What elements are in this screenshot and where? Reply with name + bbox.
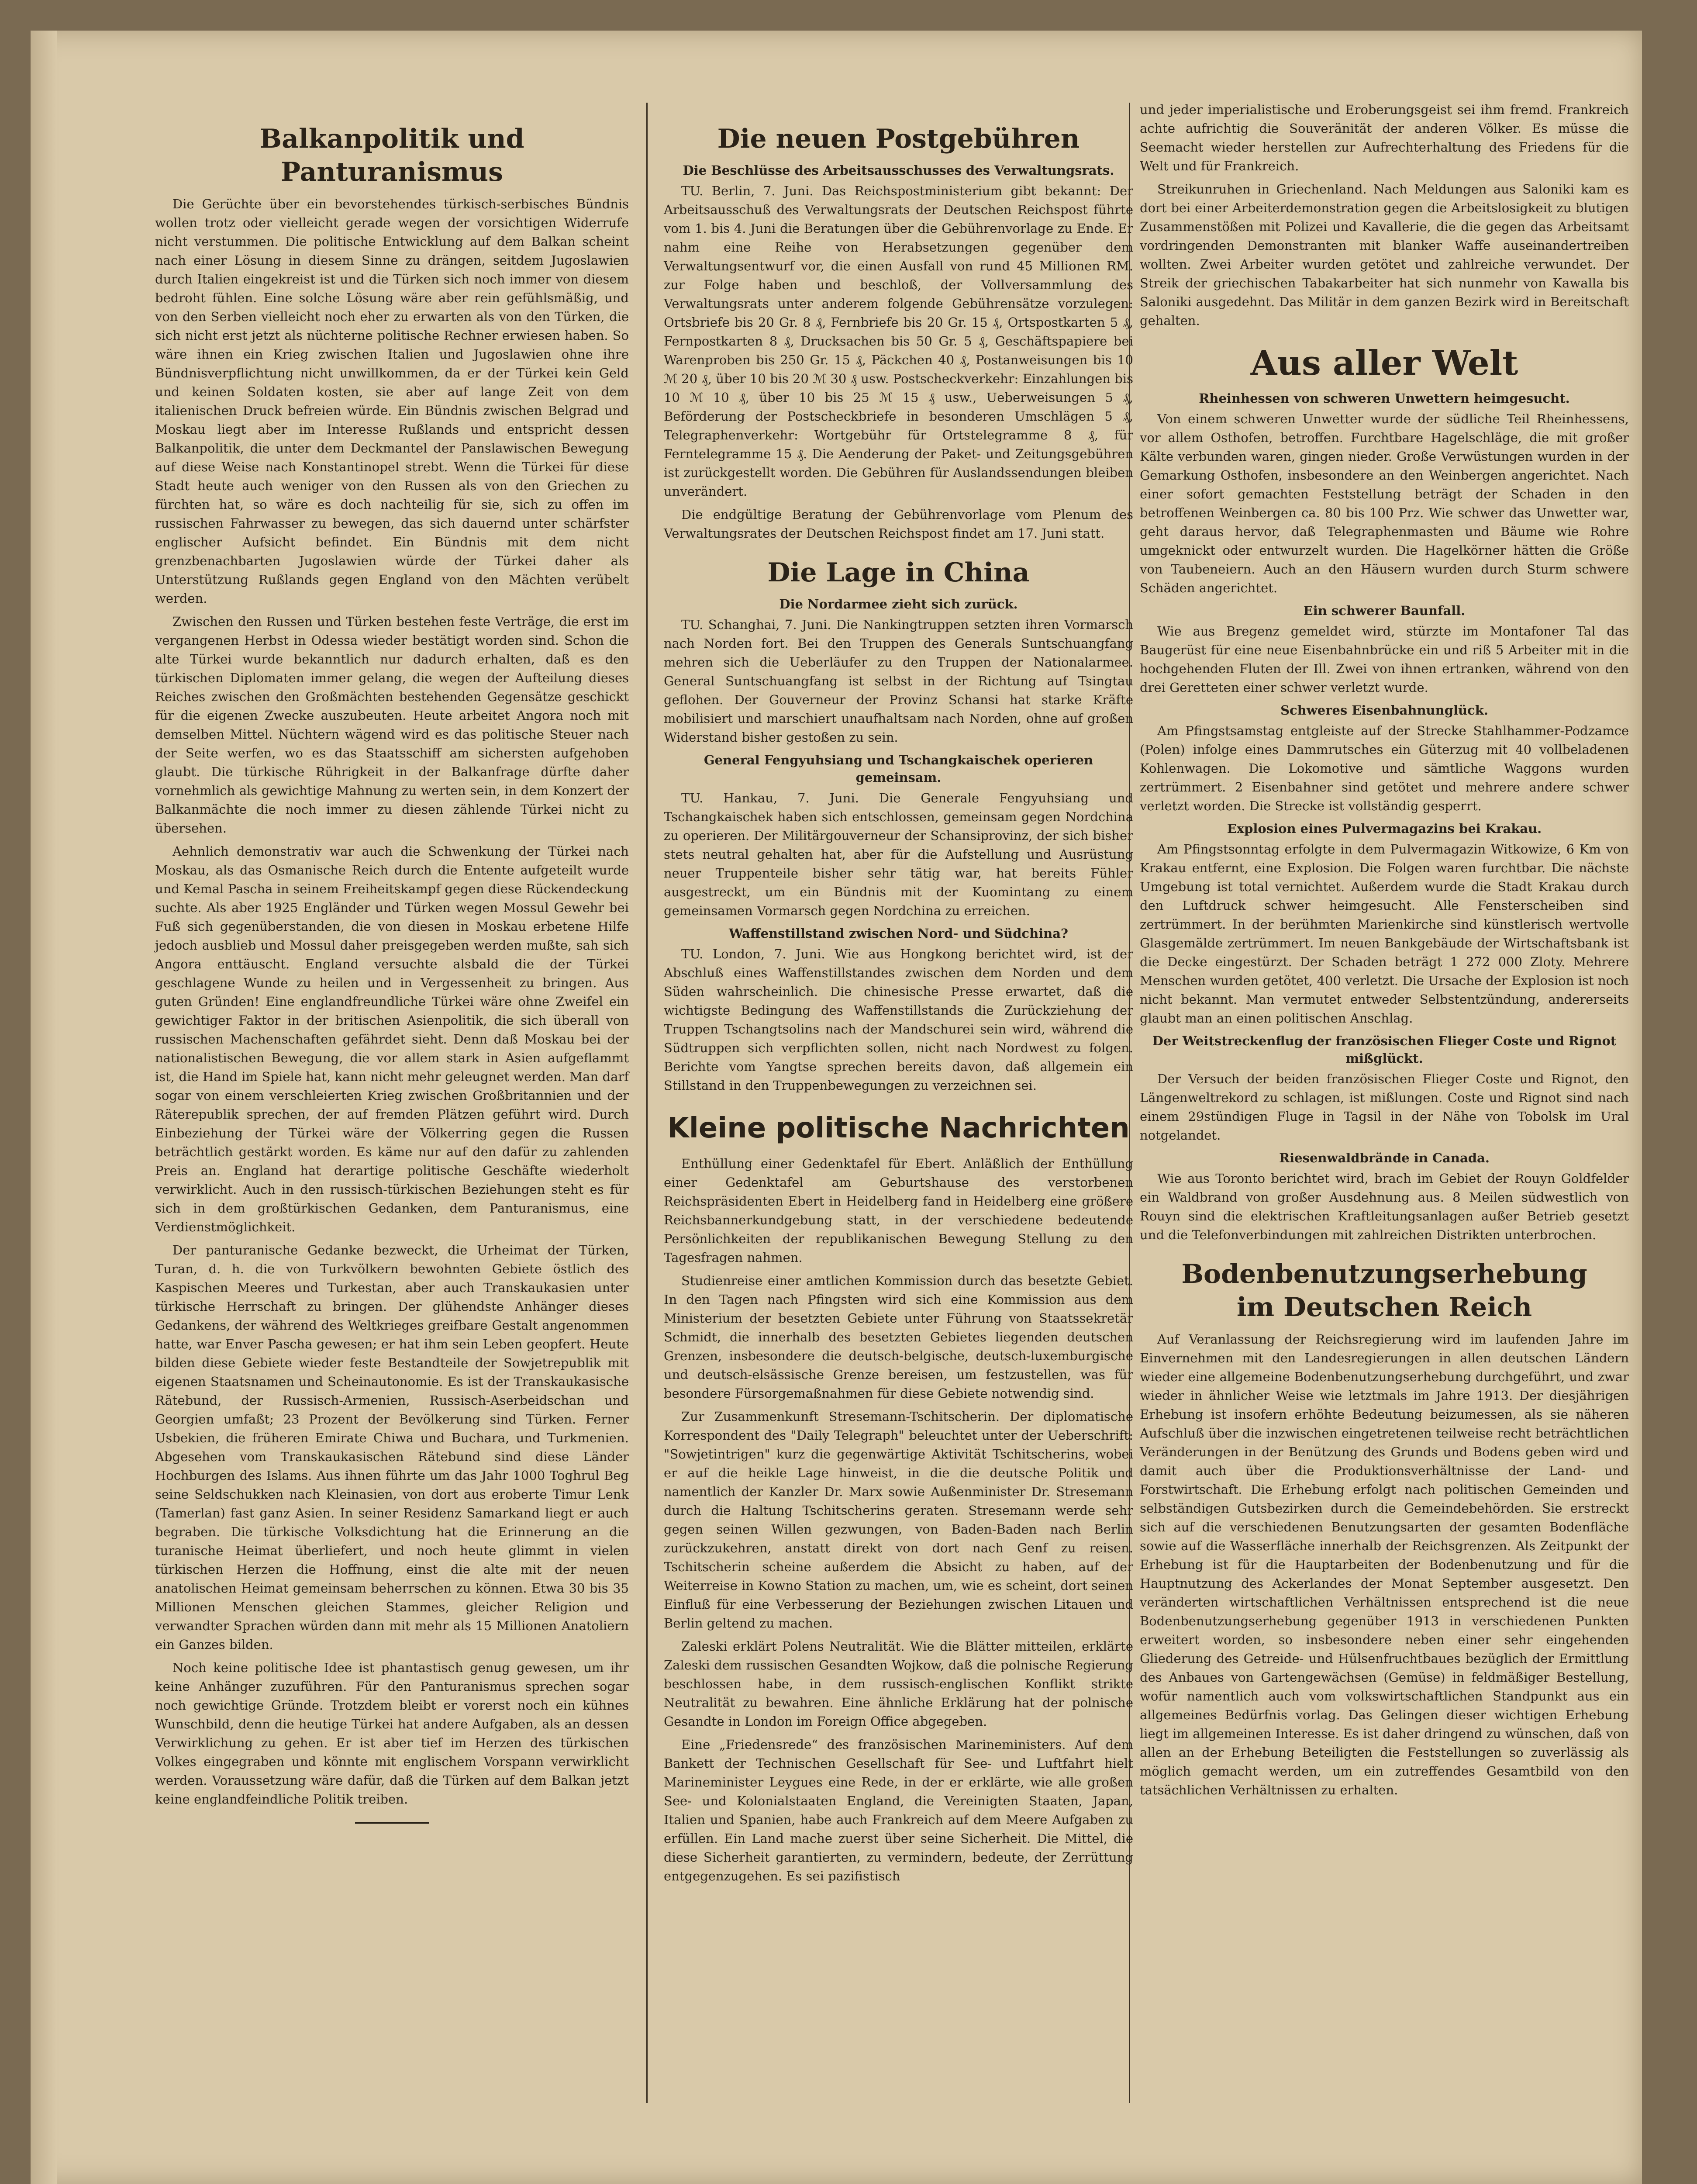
article-subtitle: Explosion eines Pulvermagazins bei Krakau. <box>1227 821 1542 836</box>
article-title-balkanpolitik: Balkanpolitik und Panturanismus <box>259 124 524 187</box>
column-left <box>155 105 629 1837</box>
page-gutter <box>31 31 57 2184</box>
article-paragraph: Aehnlich demonstrativ war auch die Schwenkung der Türkei nach Moskau, als das Osmanische Reich durch die Entente aufgeteilt wurde und Kemal Pascha in seinem Freiheitskampf gegen diese Rückendeckung suchte. Als aber 1925 Engländer und Türken wegen Mossul Gewehr bei Fuß sich gegenüberstanden, die von diesen in Moskau erbetene Hilfe jedoch ausblieb und Mossul daher preisgegeben werden mußte, sah sich Angora enttäuscht. England versuchte alsbald die der Türkei geschlagene Wunde zu heilen und in Vergessenheit zu bringen. Aus guten Gründen! Eine englandfreundliche Türkei wäre ohne Zweifel ein gewichtiger Faktor in der britischen Asienpolitik, die sich überall von russischen Machenschaften gefährdet sieht. Denn daß Moskau bei der nationalistischen Bewegung, die vor allem stark in Asien aufgeflammt ist, die Hand im Spiele hat, kann nicht mehr geleugnet werden. Man darf sogar von einem verschleierten Krieg zwischen Großbritannien und der Räterepublik sprechen, der auf fremden Plätzen geführt wird. Durch Einbeziehung der Türkei wäre der Völkerring gegen die Russen beträchtlich gestärkt worden. Es käme nur auf den dafür zu zahlenden Preis an. England hat derartige politische Geschäfte wiederholt verwirklicht. Auch in den russisch-türkischen Beziehungen steht es für sich in dem großtürkischen Gedanken, dem Panturanismus, eine Verdienstmöglichkeit. <box>155 844 629 1234</box>
article-title-aus-aller-welt: Aus aller Welt <box>1250 343 1518 383</box>
article-paragraph: TU. London, 7. Juni. Wie aus Hongkong berichtet wird, ist der Abschluß eines Waffenstillstandes zwischen dem Norden und dem Süden wahrscheinlich. Die chinesische Presse erwartet, daß die wichtigste Bedingung des Waffenstillstands die Zurückziehung der Truppen Tschangtsolins nach der Mandschurei sein wird, während die Südtruppen sich verpflichten sollen, nicht nach Nordwest zu folgen. Berichte vom Yangtse sprechen bereits davon, daß allgemein ein Stillstand in den Truppenbewegungen zu verzeichnen sei. <box>664 947 1133 1093</box>
article-paragraph: Wie aus Bregenz gemeldet wird, stürzte im Montafoner Tal das Baugerüst für eine neue Eisenbahnbrücke ein und riß 5 Arbeiter mit in die hochgehenden Fluten der Ill. Zwei von ihnen ertranken, während von den drei Geretteten einer schwer verletzt wurde. <box>1140 624 1629 695</box>
article-title-china: Die Lage in China <box>767 557 1030 588</box>
article-paragraph: Am Pfingstsonntag erfolgte in dem Pulvermagazin Witkowize, 6 Km von Krakau entfernt, eine Explosion. Die Folgen waren furchtbar. Die nächste Umgebung ist total vernichtet. Außerdem wurde die Stadt Krakau durch den Luftdruck schwer heimgesucht. Alle Fensterscheiben sind zertrümmert. In der berühmten Marienkirche sind künstlerisch wertvolle Glasgemälde zertrümmert. Im neuen Bankgebäude der Wirtschaftsbank ist die Decke eingestürzt. Der Schaden beträgt 1 272 000 Zloty. Mehrere Menschen wurden getötet, 400 verletzt. Die Ursache der Explosion ist noch nicht bekannt. Man vermutet entweder Selbstentzündung, andererseits glaubt man an einen politischen Anschlag. <box>1140 842 1629 1026</box>
article-end-rule <box>355 1822 429 1824</box>
article-paragraph: TU. Berlin, 7. Juni. Das Reichspostministerium gibt bekannt: Der Arbeitsausschuß des Verwaltungsrats der Deutschen Reichspost führte vom 1. bis 4. Juni die Beratungen über die Gebührenvorlage zu Ende. Er nahm eine Reihe von Herabsetzungen gegenüber dem Verwaltungsentwurf vor, die einen Ausfall von rund 45 Millionen RM. zur Folge haben und beschloß, der Vollversammlung des Verwaltungsrats unter anderem folgende Gebührensätze vorzulegen: Ortsbriefe bis 20 Gr. 8 ₰, Fernbriefe bis 20 Gr. 15 ₰, Ortspostkarten 5 ₰, Fernpostkarten 8 ₰, Drucksachen bis 50 Gr. 5 ₰, Geschäftspapiere bei Warenproben bis 250 Gr. 15 ₰, Päckchen 40 ₰, Postanweisungen bis 10 ℳ 20 ₰, über 10 bis 20 ℳ 30 ₰ usw. Postscheckverkehr: Einzahlungen bis 10 ℳ 10 ₰, über 10 bis 25 ℳ 15 ₰ usw., Ueberweisungen 5 ₰, Beförderung der Postscheckbriefe in besonderen Umschlägen 5 ₰, Telegraphenverkehr: Wortgebühr für Ortstelegramme 8 ₰, für Ferntelegramme 15 ₰. Die Aenderung der Paket- und Zeitungsgebühren ist zurückgestellt worden. Die Gebühren für Auslandssendungen bleiben unverändert. <box>664 183 1133 499</box>
article-paragraph: Wie aus Toronto berichtet wird, brach im Gebiet der Rouyn Goldfelder ein Waldbrand von großer Ausdehnung aus. 8 Meilen südwestlich von Rouyn sind die elektrischen Kraftleitungsanlagen außer Betrieb gesetzt und die Telefonverbindungen mit zahlreichen Distrikten unterbrochen. <box>1140 1171 1629 1242</box>
article-paragraph: Zaleski erklärt Polens Neutralität. Wie die Blätter mitteilen, erklärte Zaleski dem russischen Gesandten Wojkow, daß die polnische Regierung beschlossen habe, in dem russisch-englischen Konflikt strikte Neutralität zu bewahren. Eine ähnliche Erklärung hat der polnische Gesandte in London im Foreign Office abgegeben. <box>664 1639 1133 1729</box>
article-subtitle: Ein schwerer Baunfall. <box>1303 603 1466 618</box>
article-paragraph: Auf Veranlassung der Reichsregierung wird im laufenden Jahre im Einvernehmen mit den Landesregierungen in allen deutschen Ländern wieder eine allgemeine Bodenbenutzungserhebung durchgeführt, und zwar wieder in ähnlicher Weise wie letztmals im Jahre 1913. Der diesjährigen Erhebung ist insofern erhöhte Bedeutung beizumessen, als sie näheren Aufschluß über die inzwischen eingetretenen teilweise recht beträchtlichen Veränderungen in der Benützung des Grunds und Bodens geben wird und damit auch über die Produktionsverhältnisse der Land- und Forstwirtschaft. Die Erhebung erfolgt nach politischen Gemeinden und selbständigen Gutsbezirken durch die Gemeindebehörden. Sie erstreckt sich auf die verschiedenen Benutzungsarten der gesamten Bodenfläche sowie auf die Wasserfläche innerhalb der Reichsgrenzen. Als Zeitpunkt der Erhebung ist für die Hauptarbeiten der Bodenbenutzung und für die Hauptnutzung des Ackerlandes der Monat September ausgesetzt. Den veränderten wirtschaftlichen Verhältnissen entsprechend ist die neue Bodenbenutzungserhebung gegenüber 1913 in verschiedenen Punkten erweitert worden, so insbesondere neben einer sehr eingehenden Gliederung des Getreide- und Hülsenfruchtbaues bezüglich der Ermittlung des Anbaues von Gartengewächsen (Gemüse) in feldmäßiger Bestellung, wofür namentlich auch vom volkswirtschaftlichen Standpunkt aus ein allgemeines Bedürfnis vorlag. Das Gelingen dieser wichtigen Erhebung liegt im allgemeinen Interesse. Es ist daher dringend zu wünschen, daß von allen an der Erhebung Beteiligten die Feststellungen so zuverlässig als möglich gemacht werden, um ein zutreffendes Gesamtbild von den tatsächlichen Verhältnissen zu erhalten. <box>1140 1332 1629 1797</box>
newspaper-page <box>31 31 1642 2184</box>
article-title-kleine-nachrichten: Kleine politische Nachrichten <box>667 1112 1130 1144</box>
article-paragraph: Die endgültige Beratung der Gebührenvorlage vom Plenum des Verwaltungsrates der Deutschen Reichspost findet am 17. Juni statt. <box>664 507 1133 541</box>
article-subtitle: Waffenstillstand zwischen Nord- und Südchina? <box>728 926 1069 941</box>
column-rule <box>646 103 648 2103</box>
article-paragraph: TU. Hankau, 7. Juni. Die Generale Fengyuhsiang und Tschangkaischek haben sich entschlossen, gemeinsam gegen Nordchina zu operieren. Der Militärgouverneur der Schansiprovinz, der sich bisher stets neutral gehalten hat, aber für die Aufstellung und Ausrüstung neuer Truppenteile bisher sehr tätig war, hat bereits Fühler ausgestreckt, um ein Bündnis mit der Kuomintang zu einem gemeinsamen Vormarsch gegen Nordchina zu erreichen. <box>664 791 1133 918</box>
article-paragraph: Die Gerüchte über ein bevorstehendes türkisch-serbisches Bündnis wollen trotz oder vielleicht gerade wegen der vorsichtigen Widerrufe nicht verstummen. Die politische Entwicklung auf dem Balkan scheint nach einer Lösung in diesem Sinne zu drängen, seitdem Jugoslawien durch Italien eingekreist ist und die Türken sich noch immer von diesem bedroht fühlen. Eine solche Lösung wäre aber rein gefühlsmäßig, und von den Serben vielleicht noch eher zu erwarten als von den Türken, die sich nicht erst jetzt als nüchterne politische Rechner erwiesen haben. So wäre ihnen ein Krieg zwischen Italien und Jugoslawien ohne ihre Bündnisverpflichtung nicht unwillkommen, da er der Türkei kein Geld und keinen Soldaten kosten, sie aber auf lange Zeit von dem italienischen Druck befreien würde. Ein Bündnis zwischen Belgrad und Moskau liegt aber im Interesse Rußlands und entspricht dessen Balkanpolitik, die unter dem Deckmantel der Panslawischen Bewegung auf diese Weise nach Konstantinopel strebt. Wenn die Türkei für diese Stadt heute auch weniger von den Russen als von den Griechen zu fürchten hat, so wäre es doch nachteilig für sie, sich zu offen im russischen Fahrwasser zu bewegen, das sich dauernd unter schärfster englischer Aufsicht befindet. Ein Bündnis mit dem nicht grenzbenachbarten Jugoslawien würde der Türkei daher als Unterstützung Rußlands gegen England von den Mächten verübelt werden. <box>155 197 629 606</box>
article-paragraph: und jeder imperialistische und Eroberungsgeist sei ihm fremd. Frankreich achte aufrichtig die Souveränität der anderen Völker. Es müsse die Seemacht wieder herstellen zur Aufrechterhaltung des Friedens für die Welt und für Frankreich. <box>1140 102 1629 173</box>
article-paragraph: Von einem schweren Unwetter wurde der südliche Teil Rheinhessens, vor allem Osthofen, betroffen. Furchtbare Hagelschläge, die mit großer Kälte verbunden waren, gingen nieder. Große Verwüstungen wurden in der Gemarkung Osthofen, insbesondere an den Weinbergen angerichtet. Nach einer sofort gemachten Feststellung beträgt der Schaden in den betroffenen Weinbergen ca. 80 bis 100 Prz. Wie schwer das Unwetter war, geht daraus hervor, daß Telegraphenmasten und Bäume wie Rohre umgeknickt oder entwurzelt wurden. Die Hagelkörner hätten die Größe von Taubeneiern. Auch an den Häusern wurden durch Sturm schwere Schäden angerichtet. <box>1140 411 1629 595</box>
article-paragraph: TU. Schanghai, 7. Juni. Die Nankingtruppen setzten ihren Vormarsch nach Norden fort. Bei den Truppen des Generals Suntschuangfang mehren sich die Ueberläufer zu den Truppen der Nationalarmee. General Suntschuangfang ist selbst in der Richtung auf Tsingtau geflohen. Der Gouverneur der Provinz Schansi hat starke Kräfte mobilisiert und marschiert unaufhaltsam nach Norden, ohne auf großen Widerstand bisher gestoßen zu sein. <box>664 617 1133 745</box>
article-paragraph: Eine „Friedensrede“ des französischen Marineministers. Auf dem Bankett der Technischen Gesellschaft für See- und Luftfahrt hielt Marineminister Leygues eine Rede, in der er erklärte, wie alle großen See- und Kolonialstaaten England, die Vereinigten Staaten, Japan, Italien und Spanien, habe auch Frankreich auf dem Meere Aufgaben zu erfüllen. Ein Land mache zuerst über seine Sicherheit. Die Mittel, die diese Sicherheit garantierten, zu vermindern, bedeute, der Zerrüttung entgegenzugehen. Es sei pazifistisch <box>664 1737 1133 1883</box>
article-subtitle: Der Weitstreckenflug der französischen Flieger Coste und Rignot mißglückt. <box>1152 1033 1617 1066</box>
article-paragraph: Der Versuch der beiden französischen Flieger Coste und Rignot, den Längenweltrekord zu schlagen, ist mißlungen. Coste und Rignot sind nach einem 29stündigen Fluge in Tagsil in der Nähe von Tobolsk im Ural notgelandet. <box>1140 1071 1629 1143</box>
column-middle <box>664 105 1133 1890</box>
article-paragraph: Zwischen den Russen und Türken bestehen feste Verträge, die erst im vergangenen Herbst in Odessa wieder bestätigt worden sind. Schon die alte Türkei wurde bekanntlich nur dadurch erhalten, daß es den türkischen Diplomaten immer gelang, die wegen der Aufteilung dieses Reiches zwischen den Großmächten bestehenden Gegensätze geschickt für die eigenen Zwecke auszubeuten. Heute arbeitet Angora noch mit demselben Mittel. Nüchtern wägend wird es das politische Steuer nach der Seite werfen, wo es das Staatsschiff am sichersten aufgehoben glaubt. Die türkische Rührigkeit in der Balkanfrage dürfte daher vornehmlich als gewichtige Mahnung zu werten sein, in dem Konzert der Balkanmächte die noch immer zu diesen zählende Türkei nicht zu übersehen. <box>155 614 629 836</box>
article-paragraph: Der panturanische Gedanke bezweckt, die Urheimat der Türken, Turan, d. h. die von Turkvölkern bewohnten Gebiete östlich des Kaspischen Meeres und Turkestan, aber auch Transkaukasien unter türkische Herrschaft zu bringen. Der glühendste Anhänger dieses Gedankens, der während des Weltkrieges greifbare Gestalt angenommen hatte, war Enver Pascha gewesen; er hat ihm sein Leben geopfert. Heute bilden diese Gebiete wieder feste Bestandteile der Sowjetrepublik mit eigenen Staatsnamen und Scheinautonomie. Es ist der Transkaukasische Rätebund, der Russisch-Armenien, Russisch-Aserbeidschan und Georgien umfaßt; 23 Prozent der Bevölkerung sind Türken. Ferner Usbekien, die früheren Emirate Chiwa und Buchara, und Turkmenien. Abgesehen vom Transkaukasischen Rätebund sind diese Länder Hochburgen des Islams. Aus ihnen führte um das Jahr 1000 Toghrul Beg seine Seldschukken nach Kleinasien, von dort aus eroberte Timur Lenk (Tamerlan) fast ganz Asien. In seiner Residenz Samarkand liegt er auch begraben. Die türkische Volksdichtung hat die Erinnerung an die turanische Heimat überliefert, und noch heute glimmt in vielen türkischen Herzen die Hoffnung, einst die alte mit der neuen anatolischen Heimat gemeinsam beherrschen zu können. Etwa 30 bis 35 Millionen Menschen gleichen Stammes, gleicher Religion und verwandter Sprachen würden dann mit mehr als 15 Millionen Anatoliern ein Ganzes bilden. <box>155 1243 629 1652</box>
article-paragraph: Enthüllung einer Gedenktafel für Ebert. Anläßlich der Enthüllung einer Gedenktafel am Geburtshause des verstorbenen Reichspräsidenten Ebert in Heidelberg fand in Heidelberg eine größere Reichsbannerkundgebung statt, in der verschiedene bedeutende Persönlichkeiten der republikanischen Bewegung Stellung zu den Tagesfragen nahmen. <box>664 1156 1133 1265</box>
article-paragraph: Am Pfingstsamstag entgleiste auf der Strecke Stahlhammer-Podzamce (Polen) infolge eines Dammrutsches ein Güterzug mit 40 vollbeladenen Kohlenwagen. Die Lokomotive und sämtliche Waggons wurden zertrümmert. 2 Eisenbahner sind getötet und mehrere andere schwer verletzt worden. Die Strecke ist vollständig gesperrt. <box>1140 723 1629 813</box>
article-subtitle: Schweres Eisenbahnunglück. <box>1280 703 1488 718</box>
article-paragraph: Streikunruhen in Griechenland. Nach Meldungen aus Saloniki kam es dort bei einer Arbeiterdemonstration gegen die Arbeitslosigkeit zu blutigen Zusammenstößen mit Polizei und Kavallerie, die die gegen das Arbeitsamt vordringenden Demonstranten mit blanker Waffe auseinandertreiben wollten. Zwei Arbeiter wurden getötet und zahlreiche verwundet. Der Streik der griechischen Tabakarbeiter hat sich nunmehr von Kawalla bis Saloniki ausgedehnt. Das Militär in dem ganzen Bezirk wird in Bereitschaft gehalten. <box>1140 182 1629 328</box>
article-paragraph: Studienreise einer amtlichen Kommission durch das besetzte Gebiet. In den Tagen nach Pfingsten wird sich eine Kommission aus dem Ministerium der besetzten Gebiete unter Führung von Staatssekretär Schmidt, die innerhalb des besetzten Gebietes liegenden deutschen Grenzen, insbesondere die deutsch-belgische, deutsch-luxemburgische und deutsch-elsässische Grenze bereisen, um festzustellen, was für besondere Fürsorgemaßnahmen für diese Gebiete notwendig sind. <box>664 1273 1133 1401</box>
article-paragraph: Zur Zusammenkunft Stresemann-Tschitscherin. Der diplomatische Korrespondent des "Daily Telegraph" beleuchtet unter der Ueberschrift: "Sowjetintrigen" kurz die gegenwärtige Aktivität Tschitscherins, wobei er auf die heikle Lage hinweist, in die die deutsche Politik und namentlich der Kanzler Dr. Marx sowie Außenminister Dr. Stresemann durch die Haltung Tschitscherins geraten. Stresemann werde sehr gegen seinen Willen gezwungen, von Baden-Baden nach Berlin zurückzukehren, anstatt direkt von dort nach Genf zu reisen. Tschitscherin scheine außerdem die Absicht zu haben, auf der Weiterreise in Kowno Station zu machen, um, wie es scheint, dort seinen Einfluß für eine Verbesserung der Beziehungen zwischen Litauen und Berlin geltend zu machen. <box>664 1409 1133 1631</box>
article-subtitle: Die Beschlüsse des Arbeitsausschusses des Verwaltungsrats. <box>683 163 1114 178</box>
article-paragraph: Noch keine politische Idee ist phantastisch genug gewesen, um ihr keine Anhänger zuzuführen. Für den Panturanismus sprechen sogar noch gewichtige Gründe. Trotzdem bleibt er vorerst noch ein kühnes Wunschbild, denn die heutige Türkei hat andere Aufgaben, als an dessen Verwirklichung zu gehen. Er ist aber tief im Herzen des türkischen Volkes eingegraben und könnte mit englischem Vorspann verwirklicht werden. Voraussetzung wäre dafür, daß die Türken auf dem Balkan jetzt keine englandfeindliche Politik treiben. <box>155 1660 629 1807</box>
article-subtitle: Die Nordarmee zieht sich zurück. <box>779 597 1018 612</box>
article-title-postgebuehren: Die neuen Postgebühren <box>717 124 1080 154</box>
article-subtitle: Riesenwaldbrände in Canada. <box>1279 1151 1490 1165</box>
article-title-bodenbenutzung: Bodenbenutzungserhebung im Deutschen Reich <box>1181 1259 1587 1323</box>
article-subtitle: General Fengyuhsiang und Tschangkaischek operieren gemeinsam. <box>704 753 1093 785</box>
article-subtitle: Rheinhessen von schweren Unwettern heimgesucht. <box>1199 391 1570 406</box>
column-right <box>1140 100 1629 1804</box>
